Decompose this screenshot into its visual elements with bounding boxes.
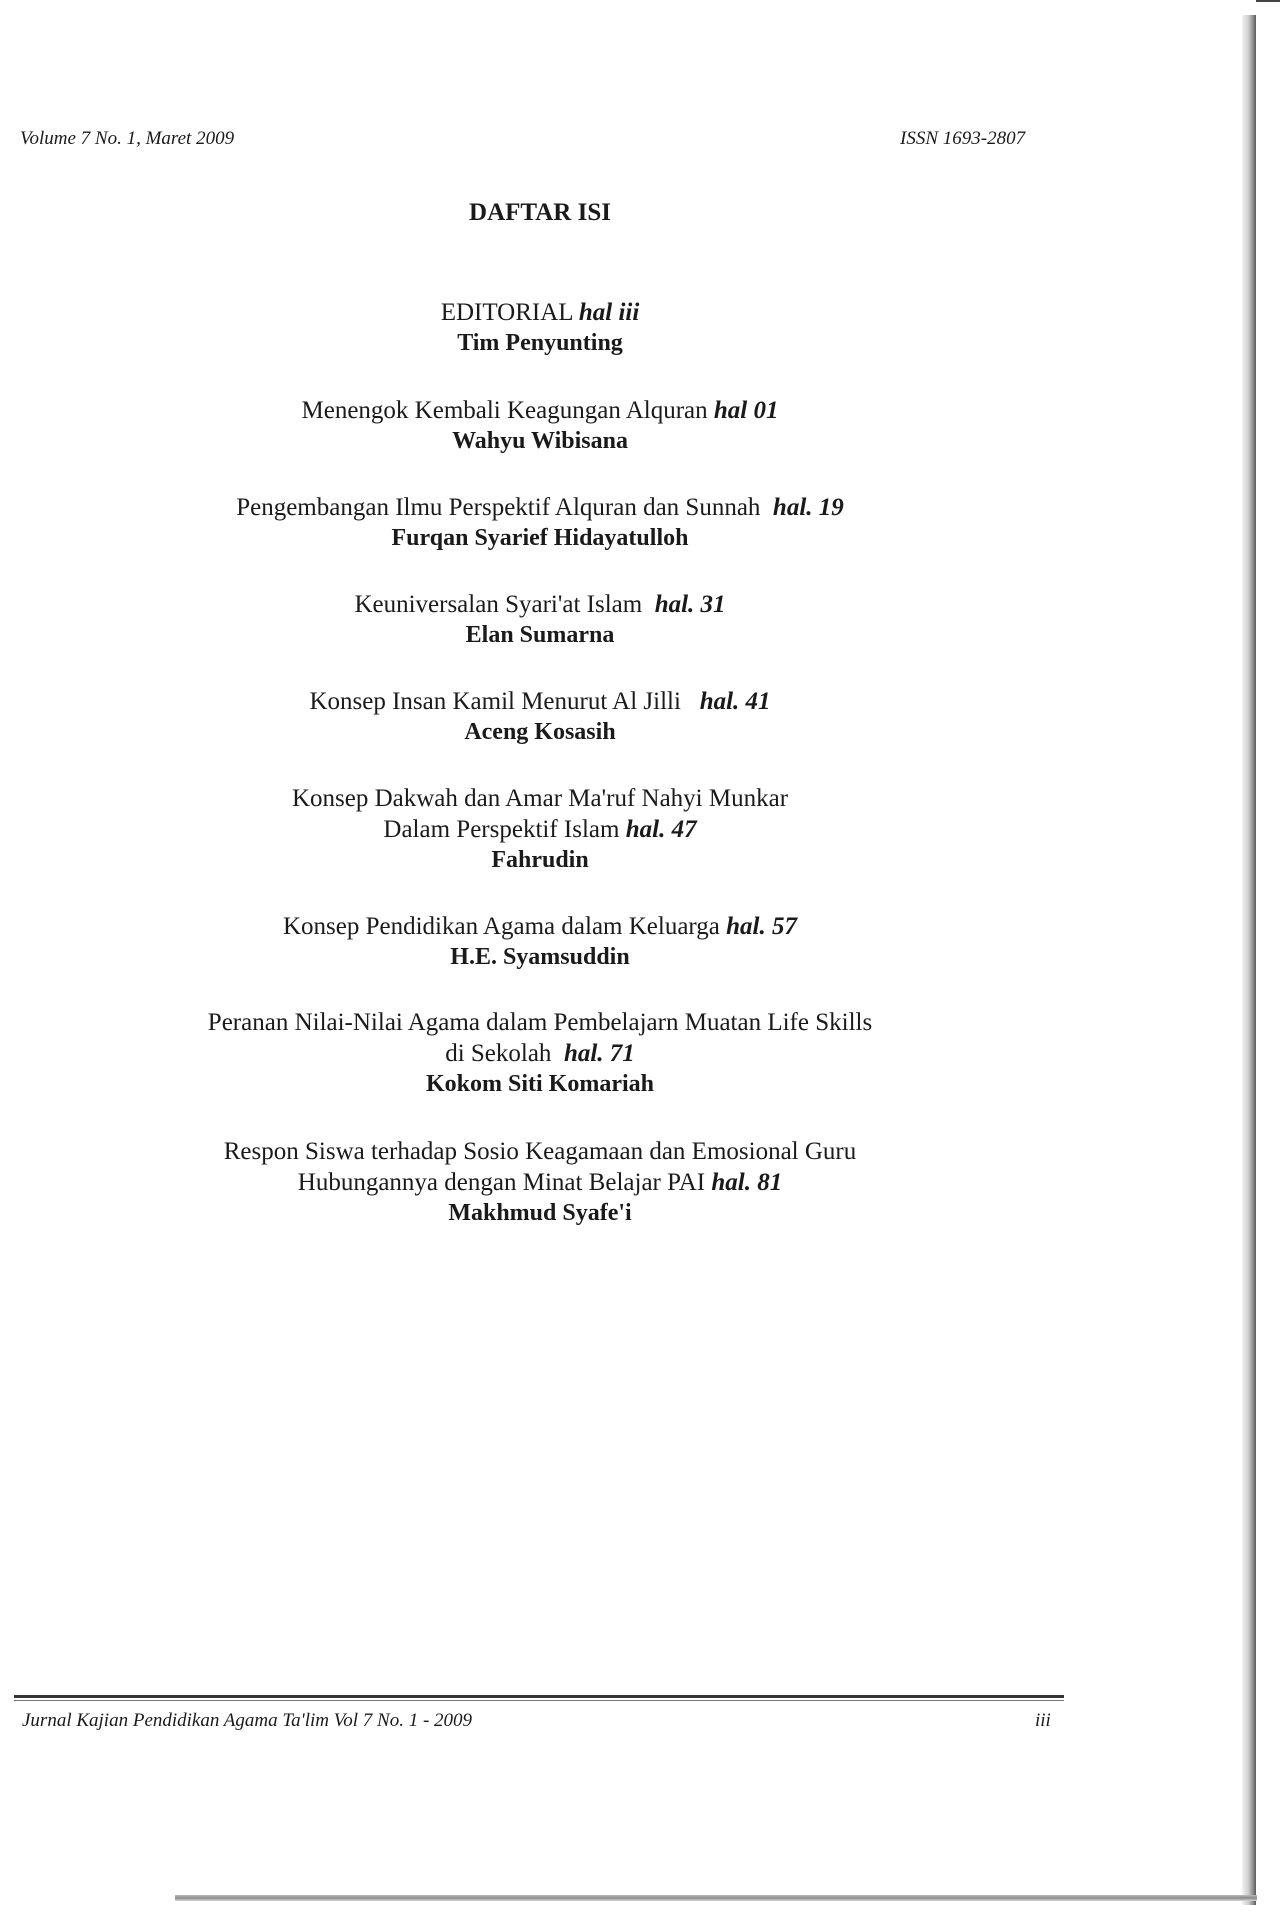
toc-entry [0, 911, 1080, 973]
toc-entry [0, 1136, 1080, 1229]
page-edge-shadow [1242, 15, 1256, 1905]
volume-header: Volume 7 No. 1, Maret 2009 [20, 128, 235, 149]
page-ref: hal 01 [713, 397, 779, 424]
page-ref: hal. 47 [625, 816, 697, 843]
journal-footer: Jurnal Kajian Pendidikan Agama Ta'lim Vol 7 No. 1 - 2009 [22, 1710, 473, 1731]
toc-entry-author: Tim Penyunting [457, 330, 623, 356]
toc-entry-title: di Sekolah hal. 71 [445, 1040, 635, 1067]
toc-entry-title: Peranan Nilai-Nilai Agama dalam Pembelajarn Muatan Life Skills [207, 1009, 873, 1036]
page-ref: hal. 57 [726, 913, 798, 940]
toc-entry-title: Pengembangan Ilmu Perspektif Alquran dan Sunnah hal. 19 [236, 494, 844, 521]
toc-entry-title: Menengok Kembali Keagungan Alquran hal 01 [301, 397, 779, 424]
toc-entry-title: EDITORIAL hal iii [440, 299, 640, 326]
toc-entry-title: Konsep Insan Kamil Menurut Al Jilli hal. 41 [309, 688, 771, 715]
page-ref: hal. 81 [711, 1169, 783, 1196]
toc-entry [0, 589, 1080, 651]
toc-entry-author: Elan Sumarna [465, 622, 615, 648]
page-number: iii [1035, 1710, 1051, 1731]
toc-entry-title: Hubungannya dengan Minat Belajar PAI hal. 81 [297, 1169, 783, 1196]
toc-entry-title: Konsep Dakwah dan Amar Ma'ruf Nahyi Munkar [291, 785, 789, 812]
page-edge-tick [1256, 0, 1280, 2]
toc-entry-title: Keuniversalan Syari'at Islam hal. 31 [354, 591, 726, 618]
page-ref: hal. 41 [699, 688, 771, 715]
toc-entry-title: Dalam Perspektif Islam hal. 47 [383, 816, 697, 843]
page-ref: hal. 19 [772, 494, 844, 521]
footer-rule [14, 1695, 1064, 1698]
toc-entry [0, 686, 1080, 748]
toc-entry-author: Furqan Syarief Hidayatulloh [391, 525, 689, 551]
toc-entry [0, 783, 1080, 876]
toc-entry-author: Kokom Siti Komariah [425, 1071, 654, 1097]
page-ref: hal. 31 [654, 591, 726, 618]
toc-entry-author: H.E. Syamsuddin [450, 944, 630, 970]
toc-entry [0, 395, 1080, 457]
issn-header: ISSN 1693-2807 [900, 128, 1026, 149]
footer-rule-thin [14, 1700, 1064, 1701]
toc-entry-author: Fahrudin [491, 847, 589, 873]
toc-entry-editorial [0, 297, 1080, 359]
page-title: DAFTAR ISI [469, 199, 611, 226]
toc-entry-title: Konsep Pendidikan Agama dalam Keluarga hal. 57 [282, 913, 798, 940]
toc-entry-author: Aceng Kosasih [464, 719, 616, 745]
toc-entry [0, 492, 1080, 554]
toc-entry-author: Wahyu Wibisana [452, 428, 628, 454]
page-bottom-shadow [175, 1895, 1257, 1901]
page-ref: hal iii [578, 299, 640, 326]
page-ref: hal. 71 [563, 1040, 635, 1067]
toc-entry-title: Respon Siswa terhadap Sosio Keagamaan dan Emosional Guru [223, 1138, 857, 1165]
toc-entry-author: Makhmud Syafe'i [448, 1200, 632, 1226]
toc-entry [0, 1007, 1080, 1100]
